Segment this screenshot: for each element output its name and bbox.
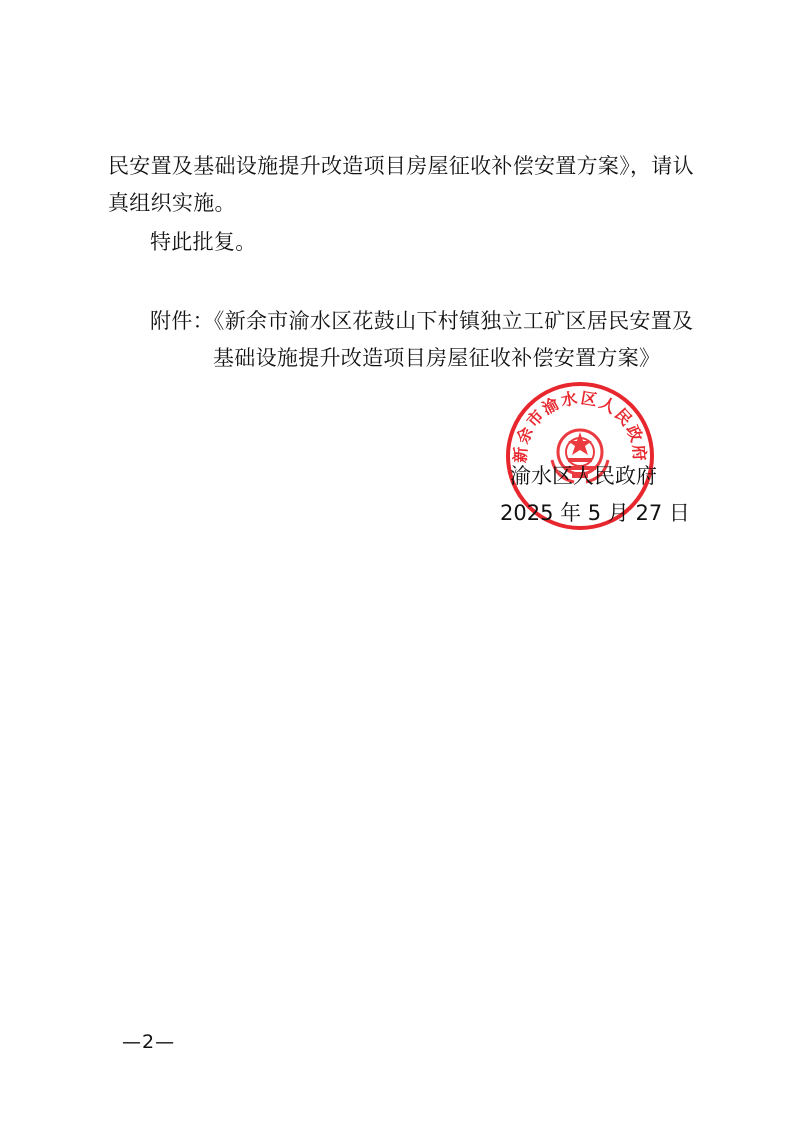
closing-phrase: 特此批复。 — [150, 230, 257, 254]
body-text-line: 真组织实施。 — [108, 191, 236, 215]
svg-text:新余市渝水区人民政府 — [511, 388, 650, 463]
attachment-line-continued: 基础设施提升改造项目房屋征收补偿安置方案》 — [213, 346, 661, 370]
body-text-line: 民安置及基础设施提升改造项目房屋征收补偿安置方案》，请认 — [108, 154, 694, 178]
signing-organization: 渝水区人民政府 — [510, 464, 657, 488]
attachment-line: 附件：《新余市渝水区花鼓山下村镇独立工矿区居民安置及 — [150, 309, 694, 333]
signing-date: 2025 年 5 月 27 日 — [500, 501, 690, 525]
page-number: —2— — [122, 1031, 176, 1053]
seal-text: 新余市渝水区人民政府 — [510, 388, 650, 464]
